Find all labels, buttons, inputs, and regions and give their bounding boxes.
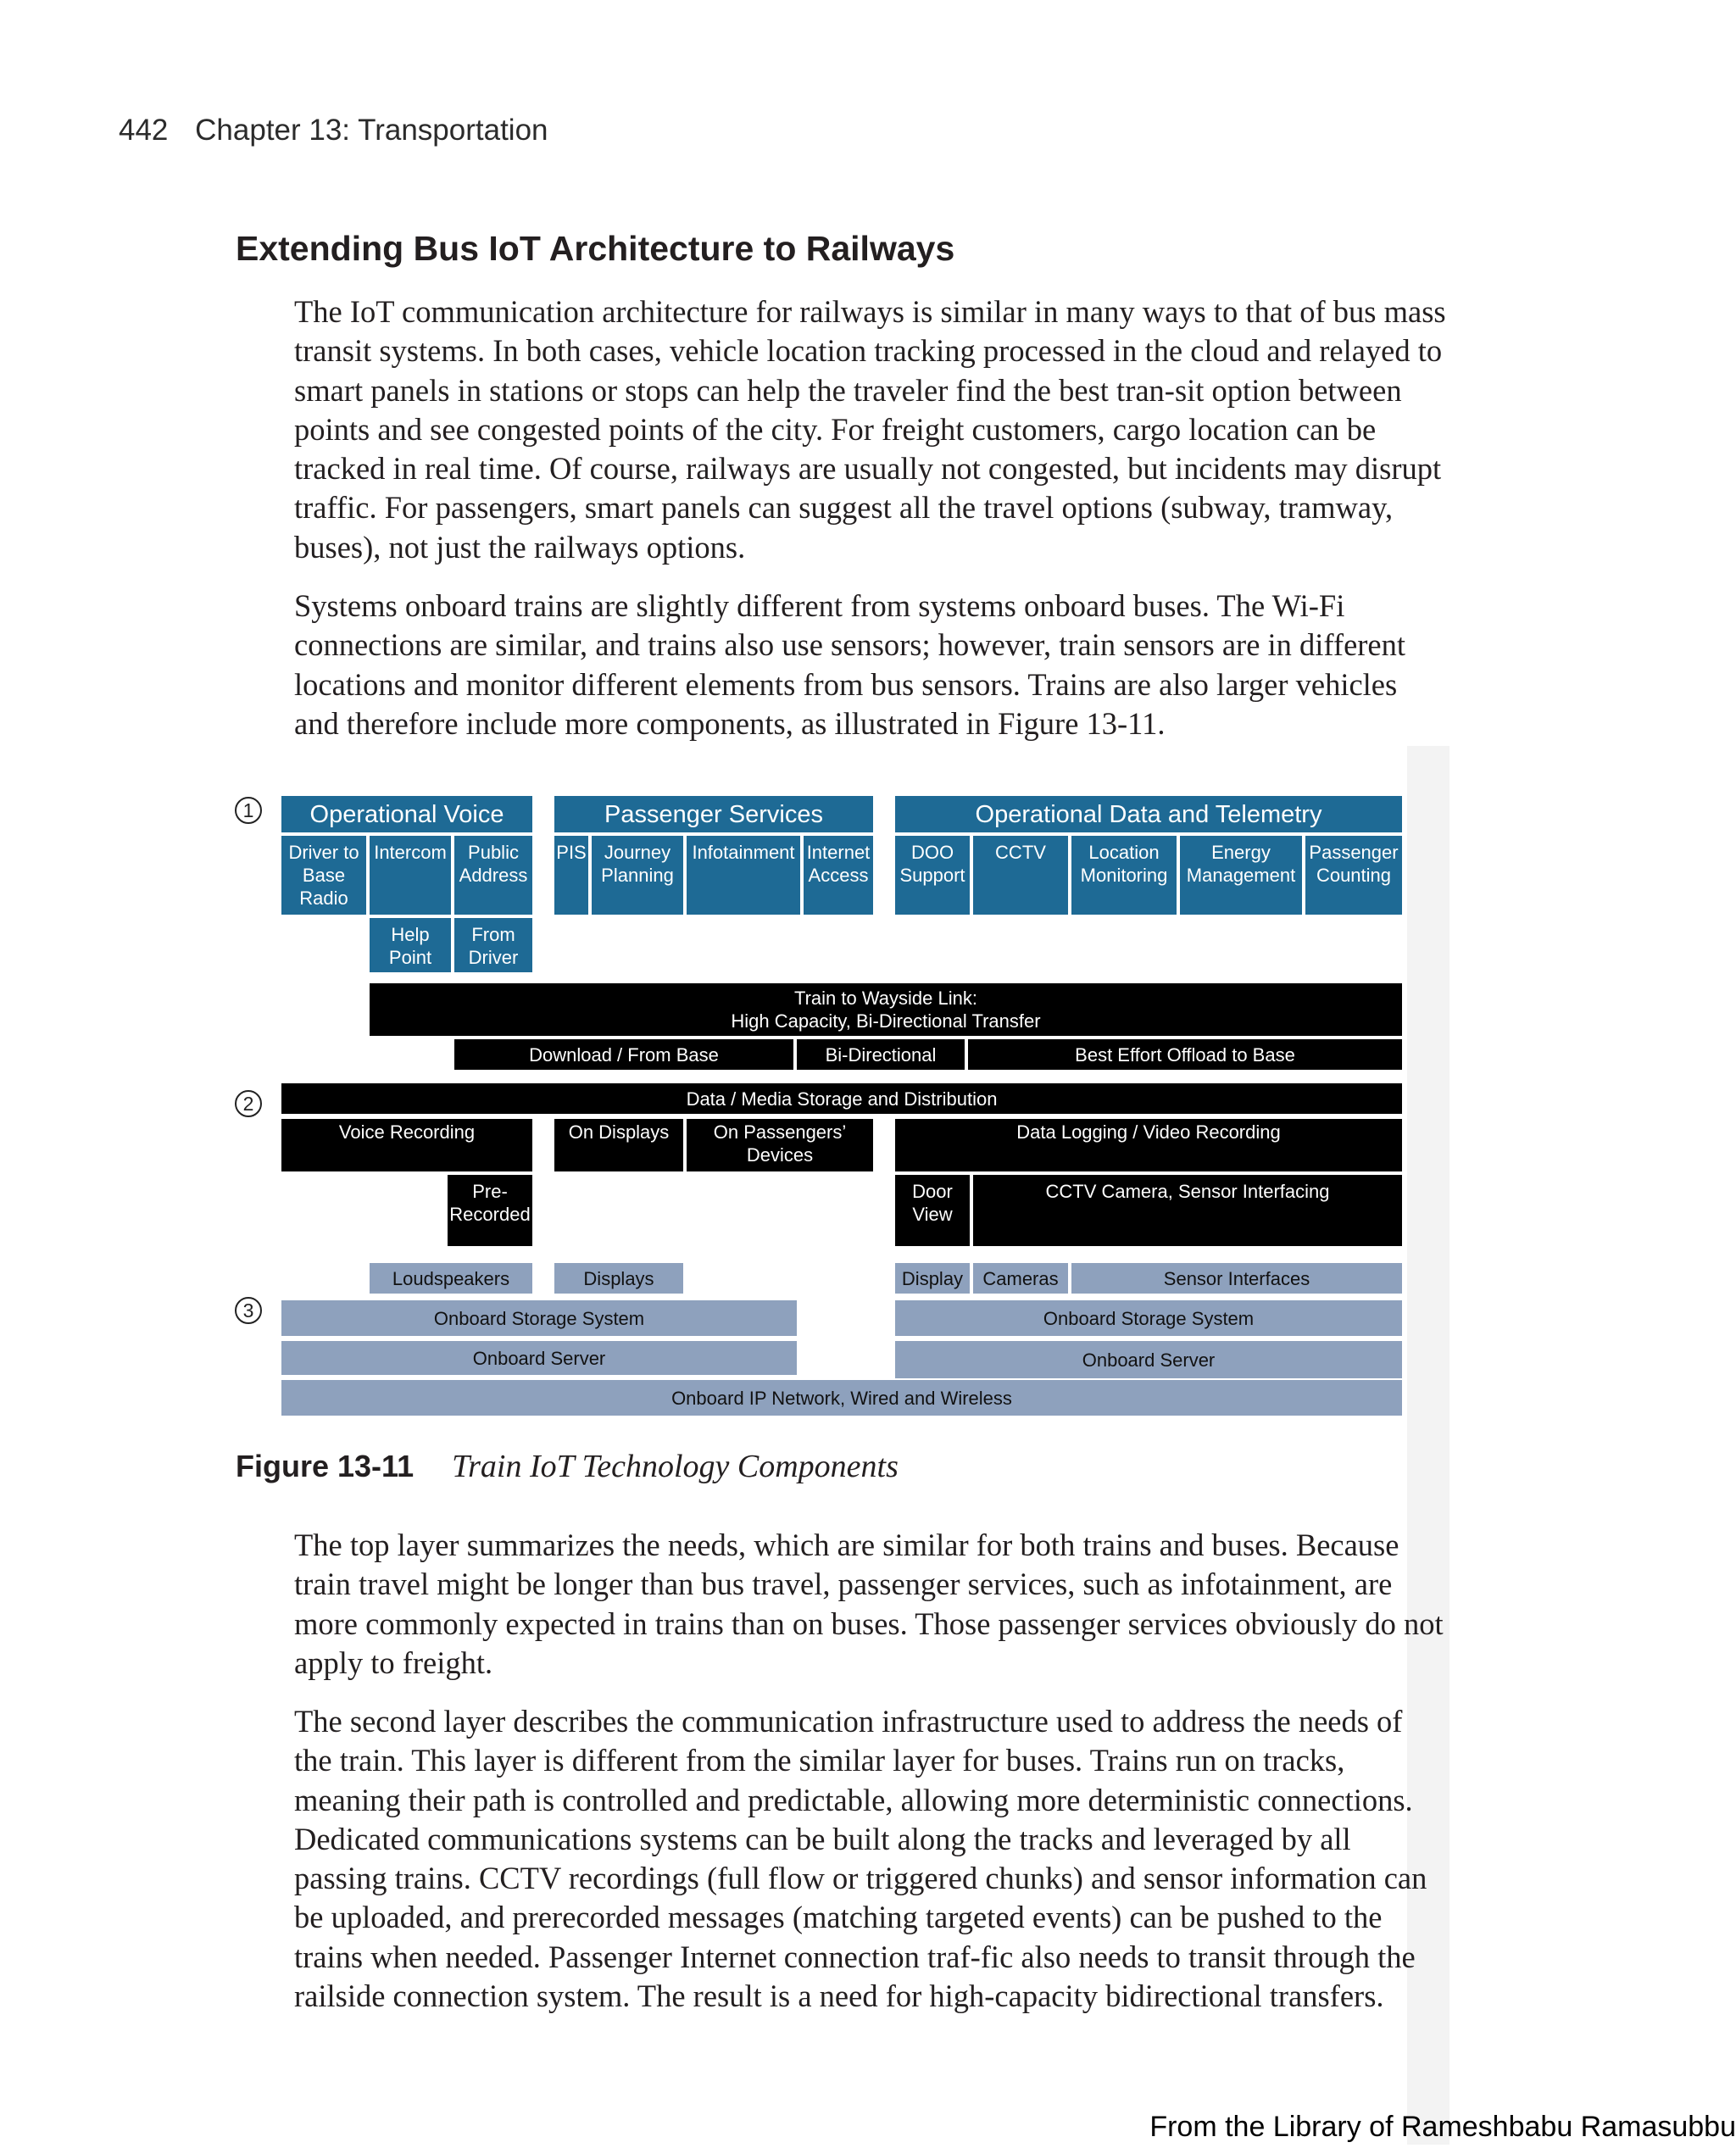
- paragraph-4: The second layer describes the communication infrastructure used to address the needs of the train. This layer is different from the similar layer for buses. Trains run on tracks, meaning their path is controlled and predictable, allowing more deterministic connections. Dedicated communications systems can be built along the tracks and leveraged by all passing trains. CCTV recordings (full flow or triggered chunks) and sensor information can be uploaded, and prerecorded messages (matching targeted events) can be pushed to the trains when needed. Passenger Internet connection traf-fic also needs to transit through the railside connection system. The result is a need for high-capacity bidirectional transfers.: [294, 1704, 1427, 2014]
- onboard-storage-left: Onboard Storage System: [281, 1300, 797, 1336]
- doo-support: DOO Support: [895, 836, 970, 915]
- door-view: Door View: [895, 1175, 970, 1246]
- download-from-base: Download / From Base: [454, 1039, 793, 1070]
- location-monitoring: Location Monitoring: [1071, 836, 1177, 915]
- onboard-storage-right: Onboard Storage System: [895, 1300, 1402, 1336]
- figure-title: Train IoT Technology Components: [452, 1449, 899, 1484]
- help-point: Help Point: [370, 918, 451, 972]
- pis: PIS: [554, 836, 588, 915]
- bi-directional: Bi-Directional: [797, 1039, 965, 1070]
- internet-access: Internet Access: [804, 836, 873, 915]
- figure-label: Figure 13-11: [236, 1449, 415, 1483]
- from-driver: From Driver: [454, 918, 532, 972]
- display: Display: [895, 1263, 970, 1294]
- passenger-counting: Passenger Counting: [1305, 836, 1402, 915]
- data-media-storage: Data / Media Storage and Distribution: [281, 1083, 1402, 1114]
- on-passenger-devices: On Passengers’ Devices: [687, 1119, 873, 1171]
- public-address: Public Address: [454, 836, 532, 915]
- on-displays: On Displays: [554, 1119, 683, 1171]
- voice-recording: Voice Recording: [281, 1119, 532, 1171]
- paragraph-2: Systems onboard trains are slightly different from systems onboard buses. The Wi-Fi connections are similar, and trains also use sensors; however, train sensors are in different locations and monitor different elements from bus sensors. Trains are also larger vehicles and therefore include more components, as illustrated in Figure 13-11.: [294, 588, 1406, 741]
- infotainment: Infotainment: [687, 836, 800, 915]
- paragraph-1: The IoT communication architecture for railways is similar in many ways to that of bus mass transit systems. In both cases, vehicle location tracking processed in the cloud and relayed to smart panels in stations or stops can help the traveler find the best tran-sit option between points and see congested points of the city. For freight customers, cargo location can be tracked in real time. Of course, railways are usually not congested, but incidents may disrupt traffic. For passengers, smart panels can suggest all the travel options (subway, tramway, buses), not just the railways options.: [294, 294, 1446, 565]
- displays: Displays: [554, 1263, 683, 1294]
- operational-data-header: Operational Data and Telemetry: [895, 796, 1402, 832]
- page-number: 442: [119, 114, 169, 147]
- passenger-services-header: Passenger Services: [554, 796, 873, 832]
- layer-3-marker: 3: [235, 1297, 262, 1324]
- loudspeakers: Loudspeakers: [370, 1263, 532, 1294]
- intercom: Intercom: [370, 836, 451, 915]
- cctv: CCTV: [973, 836, 1068, 915]
- layer-1-marker: 1: [235, 797, 262, 824]
- best-effort-offload: Best Effort Offload to Base: [968, 1039, 1402, 1070]
- cctv-sensor-interfacing: CCTV Camera, Sensor Interfacing: [973, 1175, 1402, 1246]
- train-wayside-link: Train to Wayside Link: High Capacity, Bi-Directional Transfer: [370, 983, 1402, 1036]
- running-head: [119, 114, 548, 147]
- layer-2-marker: 2: [235, 1090, 262, 1117]
- library-footer: From the Library of Rameshbabu Ramasubbu: [1149, 2111, 1736, 2143]
- figure-caption: [236, 1448, 899, 1485]
- sensor-interfaces: Sensor Interfaces: [1071, 1263, 1402, 1294]
- chapter-title: Chapter 13: Transportation: [195, 114, 548, 147]
- onboard-server-right: Onboard Server: [895, 1341, 1402, 1378]
- paragraph-3: The top layer summarizes the needs, which are similar for both trains and buses. Because train travel might be longer than bus travel, passenger services, such as infotainment, are more commonly expected in trains than on buses. Those passenger services obviously do not apply to freight.: [294, 1528, 1444, 1680]
- driver-base-radio: Driver to Base Radio: [281, 836, 366, 915]
- onboard-ip-network: Onboard IP Network, Wired and Wireless: [281, 1380, 1402, 1416]
- data-logging-video-recording: Data Logging / Video Recording: [895, 1119, 1402, 1171]
- energy-management: Energy Management: [1180, 836, 1302, 915]
- section-title: Extending Bus IoT Architecture to Railways: [236, 229, 955, 268]
- journey-planning: Journey Planning: [592, 836, 683, 915]
- train-iot-diagram: [229, 788, 1416, 1424]
- onboard-server-left: Onboard Server: [281, 1341, 797, 1375]
- operational-voice-header: Operational Voice: [281, 796, 532, 832]
- cameras: Cameras: [973, 1263, 1068, 1294]
- pre-recorded: Pre- Recorded: [448, 1175, 532, 1246]
